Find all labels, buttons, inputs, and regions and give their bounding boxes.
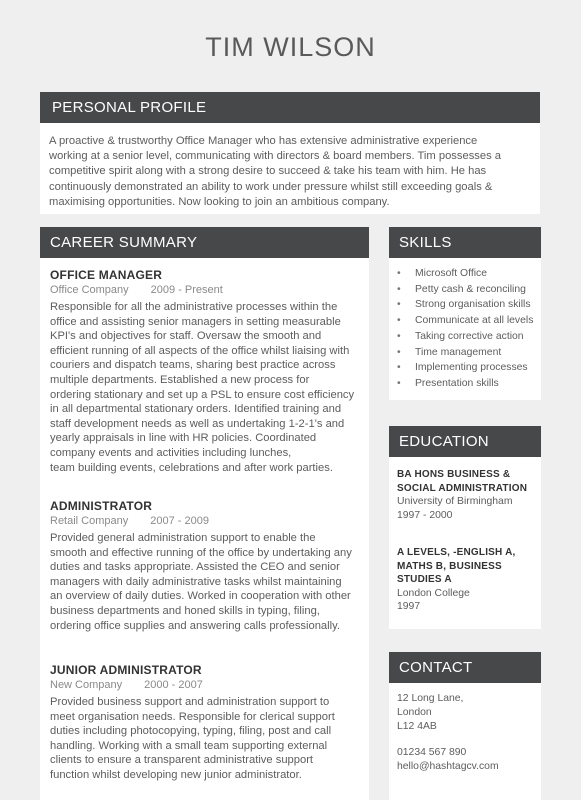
- job-line: an overview of daily duties. Worked in cooperation with other: [50, 590, 351, 603]
- skill-item: • Communicate at all levels: [397, 313, 541, 329]
- education-dates: 1997: [397, 601, 421, 612]
- profile-heading: PERSONAL PROFILE: [40, 92, 540, 123]
- job-line: yearly appraisals in line with HR policies. Coordinated: [50, 432, 317, 445]
- job-office-manager: [50, 268, 368, 475]
- profile-line: continuously demonstrated an ability to work under pressure whilst still exceeding goals &: [49, 180, 493, 193]
- job-line: Responsible for all the administrative processes within the: [50, 301, 338, 313]
- job-line: KPI's and objectives for staff. Oversaw the smooth and: [50, 330, 322, 343]
- job-company: Office Company: [50, 284, 129, 296]
- skill-item: • Taking corrective action: [397, 329, 541, 345]
- job-meta: [50, 284, 368, 296]
- skills-list: [397, 266, 541, 392]
- job-line: team building events, celebrations and after work parties.: [50, 461, 333, 474]
- career-heading: CAREER SUMMARY: [40, 227, 369, 258]
- job-line: ordering stationary and set up a PSL to ensure cost efficiency: [50, 388, 355, 401]
- job-dates: 2000 - 2007: [144, 679, 203, 691]
- skill-item: • Strong organisation skills: [397, 297, 541, 313]
- job-line: managers with daily administrative tasks whilst maintaining: [50, 575, 342, 588]
- job-line: meet organisation needs. Responsible for clerical support: [50, 710, 335, 723]
- skill-item: • Presentation skills: [397, 376, 541, 392]
- profile-line: maximising opportunities. Now looking to join an ambitious company.: [49, 195, 390, 208]
- education-entry: [397, 546, 539, 614]
- job-company: Retail Company: [50, 515, 129, 527]
- job-dates: 2009 - Present: [150, 284, 223, 296]
- job-line: staff development needs as well as undertaking 1-2-1's and: [50, 417, 345, 430]
- profile-line: competitive spirit along with a strong desire to succeed & take his team with him. He has: [49, 165, 487, 178]
- contact-heading: CONTACT: [389, 652, 541, 683]
- contact-address-line: London: [397, 707, 432, 718]
- job-administrator: [50, 499, 368, 633]
- skill-item: • Microsoft Office: [397, 266, 541, 282]
- contact-email[interactable]: hello@hashtagcv.com: [397, 761, 499, 772]
- job-line: in all departmental stationary orders. Identified training and: [50, 403, 342, 416]
- education-entry: [397, 468, 539, 522]
- job-line: Provided general administration support to enable the: [50, 532, 316, 544]
- education-school: London College: [397, 587, 470, 599]
- education-heading: EDUCATION: [389, 426, 541, 457]
- skill-item: • Time management: [397, 345, 541, 361]
- education-title: MATHS B, BUSINESS: [397, 560, 502, 572]
- contact-address-line: 12 Long Lane,: [397, 693, 464, 704]
- job-line: function whilst developing new junior administrator.: [50, 768, 302, 781]
- profile-line: working at a senior level, communicating with directors & board members. Tim possesses a: [49, 150, 502, 163]
- job-description: [50, 695, 368, 783]
- job-line: smooth and effective running of the office by undertaking any: [50, 546, 352, 559]
- job-description: [50, 300, 368, 475]
- skill-item: • Implementing processes: [397, 360, 541, 376]
- education-title: SOCIAL ADMINISTRATION: [397, 482, 528, 494]
- profile-text: [49, 134, 534, 210]
- job-company: New Company: [50, 679, 123, 691]
- education-title: BA HONS BUSINESS &: [397, 469, 511, 480]
- education-school: University of Birmingham: [397, 496, 513, 507]
- job-junior-administrator: [50, 663, 368, 783]
- job-line: duties including photocopying, typing, filing, post and call: [50, 725, 332, 738]
- job-dates: 2007 - 2009: [150, 515, 209, 527]
- skills-heading: SKILLS: [389, 227, 541, 258]
- job-line: Provided business support and administration support to: [50, 696, 330, 708]
- job-line: office and assisting senior managers in setting measurable: [50, 315, 341, 328]
- job-description: [50, 531, 368, 633]
- contact-address-line: L12 4AB: [397, 721, 437, 732]
- job-title: ADMINISTRATOR: [50, 499, 153, 513]
- contact-phone: 01234 567 890: [397, 747, 467, 758]
- job-line: company events and activities including lunches,: [50, 446, 292, 459]
- profile-line: A proactive & trustworthy Office Manager who has extensive administrative experience: [49, 135, 478, 147]
- job-meta: [50, 679, 368, 691]
- job-title: JUNIOR ADMINISTRATOR: [50, 663, 202, 677]
- job-line: handling. Working with a small team supporting external: [50, 739, 328, 752]
- contact-details: [397, 692, 539, 774]
- skill-item: • Petty cash & reconciling: [397, 282, 541, 298]
- education-title: A LEVELS, -ENGLISH A,: [397, 547, 516, 558]
- candidate-name: TIM WILSON: [205, 32, 376, 62]
- job-line: couriers and dispatch teams, sharing best practice across: [50, 359, 336, 372]
- job-line: business departments and honed skills in typing, filing,: [50, 604, 320, 617]
- education-title: STUDIES A: [397, 574, 452, 585]
- job-line: duties and tasks appropriate. Assisted the CEO and senior: [50, 561, 340, 574]
- job-line: clients to ensure a transparent administrative support: [50, 754, 314, 767]
- job-line: efficient running of all aspects of the office whilst liaising with: [50, 344, 350, 357]
- job-line: ordering office supplies and answering calls professionally.: [50, 619, 340, 632]
- job-line: multiple departments. Established a new process for: [50, 373, 310, 386]
- education-dates: 1997 - 2000: [397, 509, 453, 521]
- job-title: OFFICE MANAGER: [50, 268, 163, 282]
- job-meta: [50, 515, 368, 527]
